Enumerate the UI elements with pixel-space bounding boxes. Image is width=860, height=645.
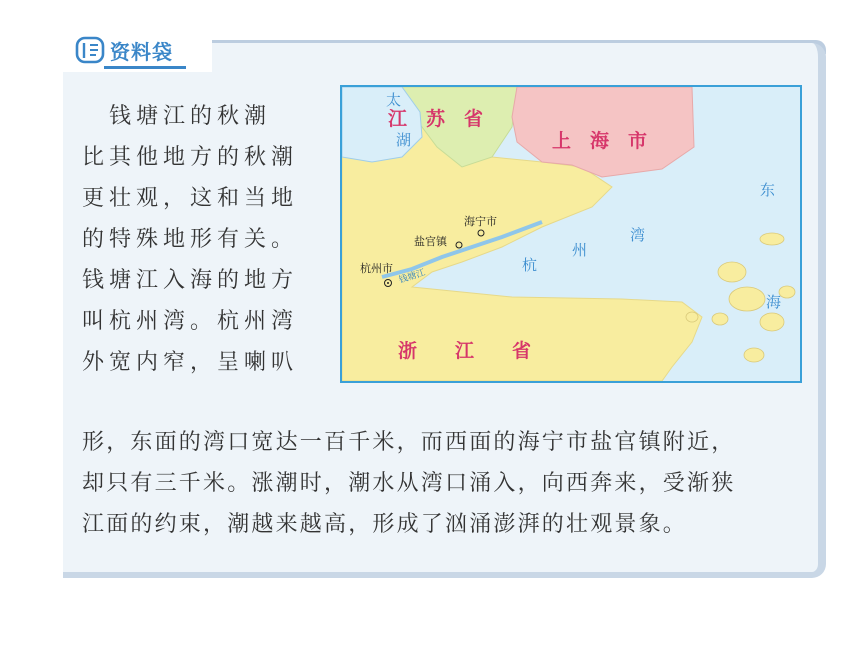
text-line: 形，东面的湾口宽达一百千米，而西面的海宁市盐官镇附近， <box>82 430 736 455</box>
book-icon <box>74 34 108 66</box>
hangzhou-bay-map <box>340 85 802 383</box>
text-line: 钱塘江入海的地方 <box>82 268 299 293</box>
region-jiangsu-label: 江 苏 省 <box>388 108 484 130</box>
bay-label-2: 州 <box>572 241 588 259</box>
east-sea-label-2: 海 <box>766 293 782 311</box>
header-underline <box>104 66 186 69</box>
haining-label: 海宁市 <box>464 215 497 228</box>
taihu-label-bottom: 湖 <box>396 131 412 149</box>
taihu-label-top: 太 <box>386 91 402 109</box>
region-zhejiang-label: 浙 江 省 <box>398 340 532 362</box>
yanguan-label: 盐官镇 <box>414 235 447 248</box>
text-line: 江面的约束，潮越来越高，形成了汹涌澎湃的壮观景象。 <box>82 512 688 537</box>
header <box>74 34 173 66</box>
text-line: 却只有三千米。涨潮时，潮水从湾口涌入，向西奔来，受渐狭 <box>82 471 736 496</box>
text-line: 比其他地方的秋潮 <box>82 145 299 170</box>
text-line: 更壮观，这和当地 <box>82 186 299 211</box>
text-line: 的特殊地形有关。 <box>82 227 299 252</box>
header-label: 资料袋 <box>110 39 173 64</box>
region-shanghai-label: 上 海 市 <box>552 130 648 152</box>
text-line: 叫杭州湾。杭州湾 <box>82 309 299 334</box>
qiantang-river-label: 钱塘江 <box>397 267 427 286</box>
bay-label-3: 湾 <box>630 226 646 244</box>
text-line: 外宽内窄，呈喇叭 <box>82 350 299 375</box>
text-line: 钱塘江的秋潮 <box>82 104 272 129</box>
bay-label-1: 杭 <box>522 256 538 274</box>
hangzhou-label: 杭州市 <box>360 262 393 275</box>
east-sea-label-1: 东 <box>760 181 776 199</box>
